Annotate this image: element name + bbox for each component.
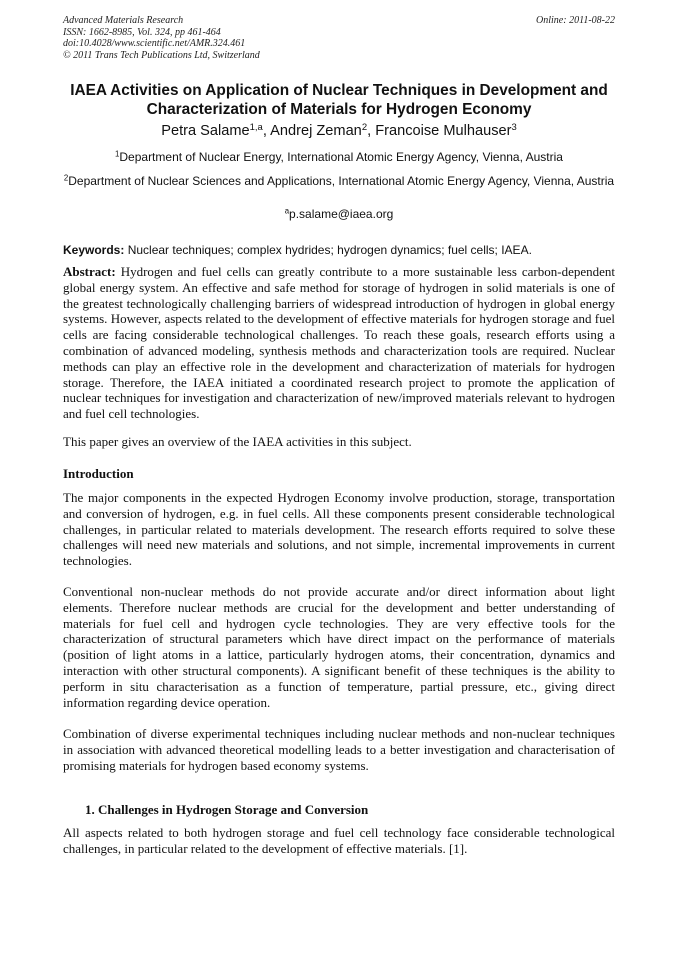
paper-title: IAEA Activities on Application of Nuclear Techniques in Development and Characterization of Materials for Hydrogen Economy: [70, 82, 608, 118]
author-name: Francoise Mulhauser: [375, 123, 512, 139]
keywords-text: Nuclear techniques; complex hydrides; hydrogen dynamics; fuel cells; IAEA.: [127, 243, 532, 257]
email-superscript: a: [284, 206, 290, 216]
author-list: Petra Salame$^{1,a}$, Andrej Zeman$^2$, Francoise Mulhauser$^3$: [161, 121, 517, 139]
author-name: Andrej Zeman: [270, 123, 362, 139]
author-superscript: 3: [511, 121, 517, 133]
journal-header: [63, 15, 615, 61]
header-meta: [63, 15, 260, 61]
affiliation-number: 1: [115, 149, 120, 159]
journal-name: Advanced Materials Research: [63, 15, 184, 26]
affiliation-text: Department of Nuclear Energy, International Atomic Energy Agency, Vienna, Austria: [119, 150, 563, 164]
section-1-heading: 1. Challenges in Hydrogen Storage and Conversion: [85, 802, 369, 817]
keywords: [63, 243, 615, 258]
author-email: [63, 207, 615, 223]
overview-sentence: This paper gives an overview of the IAEA activities in this subject.: [63, 434, 412, 449]
affiliation-1: [63, 150, 615, 166]
email-address: p.salame@iaea.org: [289, 207, 394, 221]
copyright-line: © 2011 Trans Tech Publications Ltd, Switzerland: [63, 49, 260, 61]
author-superscript: 1,a: [249, 121, 263, 133]
section-1-paragraph: All aspects related to both hydrogen storage and fuel cell technology face considerable technological challenges, in particular related to the development of effective materials. [1].: [63, 825, 615, 856]
online-date: Online: 2011-08-22: [536, 15, 615, 26]
abstract-text: Hydrogen and fuel cells can greatly contribute to a more sustainable less carbon-dependent global energy system. An effective and safe method for storage of hydrogen in solid materials is one of the greatest technologically challenging barriers of widespread introduction of hydrogen in global energy systems. However, aspects related to the development of effective materials for hydrogen storage and fuel cells are facing considerable technological challenges. To reach these goals, research efforts using a combination of advanced modeling, synthesis methods and characterization tools are required. Nuclear methods can play an effective role in the development and characterization of materials for hydrogen storage. Therefore, the IAEA initiated a coordinated research project to promote the application of nuclear techniques for investigation and characterization of new/improved materials relevant to hydrogen and fuel cell technologies.: [63, 264, 616, 422]
issn-line: ISSN: 1662-8985, Vol. 324, pp 461-464: [63, 26, 221, 38]
abstract-label: Abstract:: [63, 264, 116, 279]
keywords-label: Keywords:: [63, 243, 125, 257]
author-superscript: 2: [361, 121, 368, 133]
intro-paragraph-3: Combination of diverse experimental techniques including nuclear methods and non-nuclear techniques in association with advanced theoretical modelling leads to a better investigation and characterisation of promising materials for hydrogen based economy systems.: [63, 726, 615, 773]
abstract: [63, 264, 615, 422]
author-name: Petra Salame: [161, 123, 250, 139]
introduction-heading: Introduction: [63, 466, 134, 481]
affiliation-2: [63, 174, 615, 190]
intro-paragraph-1: The major components in the expected Hydrogen Economy involve production, storage, transportation and conversion of hydrogen, e.g. in fuel cells. All these components present considerable technological challenges, in particular related to materials development. The research efforts required to solve these challenges will need new materials and solutions, and not simple, incremental improvements in current technologies.: [63, 490, 615, 569]
intro-paragraph-2: Conventional non-nuclear methods do not provide accurate and/or direct information about light elements. Therefore nuclear methods are crucial for the development and better understanding of materials for fuel cell and hydrogen cycle technologies. They are very effective tools for the characterization of structural parameters which have direct impact on the performance of materials (position of light atoms in a lattice, particularly hydrogen atoms, their concentration, dynamics and interaction with other structural components). A significant benefit of these techniques is the ability to perform in situ characterisation as a function of temperature, partial pressure, etc., giving direct information regarding device operation.: [63, 584, 615, 710]
affiliation-text: Department of Nuclear Sciences and Applications, International Atomic Energy Agency, Vienna, Austria: [68, 174, 615, 188]
affiliation-number: 2: [63, 173, 69, 183]
doi-line: doi:10.4028/www.scientific.net/AMR.324.461: [63, 38, 246, 49]
